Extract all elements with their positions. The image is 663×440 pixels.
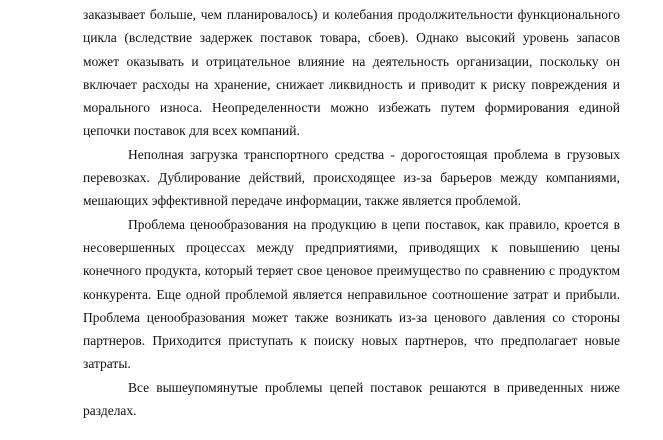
paragraph-pricing-problem: Проблема ценообразования на продукцию в цепи поставок, как правило, кроется в несовершенных процессах между предприятиями, приводящих к повышению цены конечного продукта, который теряет свое ценовое преимущество по сравнению с продуктом конкурента. Еще одной проблемой является неправильное соотношение затрат и прибыли. Проблема ценообразования может также возникать из-за ценового давления со стороны партнеров. Приходится приступать к поиску новых партнеров, что предполагает новые затраты.: [83, 216, 620, 372]
paragraph-inventory-uncertainty: заказывает больше, чем планировалось) и колебания продолжительности функционального цикла (вследствие задержек поставок товара, сбоев). Однако высокий уровень запасов может оказывать и отрицательное влияние на деятельность организации, поскольку он включает расходы на хранение, снижает ликвидность и приводит к риску повреждения и морального износа. Неопределенности можно избежать путем формирования единой цепочки поставок для всех компаний.: [83, 7, 620, 139]
paragraph-transport-load: Неполная загрузка транспортного средства - дорогостоящая проблема в грузовых перевозках. Дублирование действий, происходящее из-за барьеров между компаниями, мешающих эффективной передаче информации, также является проблемой.: [83, 146, 620, 209]
document-body: [83, 3, 620, 422]
paragraph-conclusion: Все вышеупомянутые проблемы цепей поставок решаются в приведенных ниже разделах.: [83, 379, 620, 419]
